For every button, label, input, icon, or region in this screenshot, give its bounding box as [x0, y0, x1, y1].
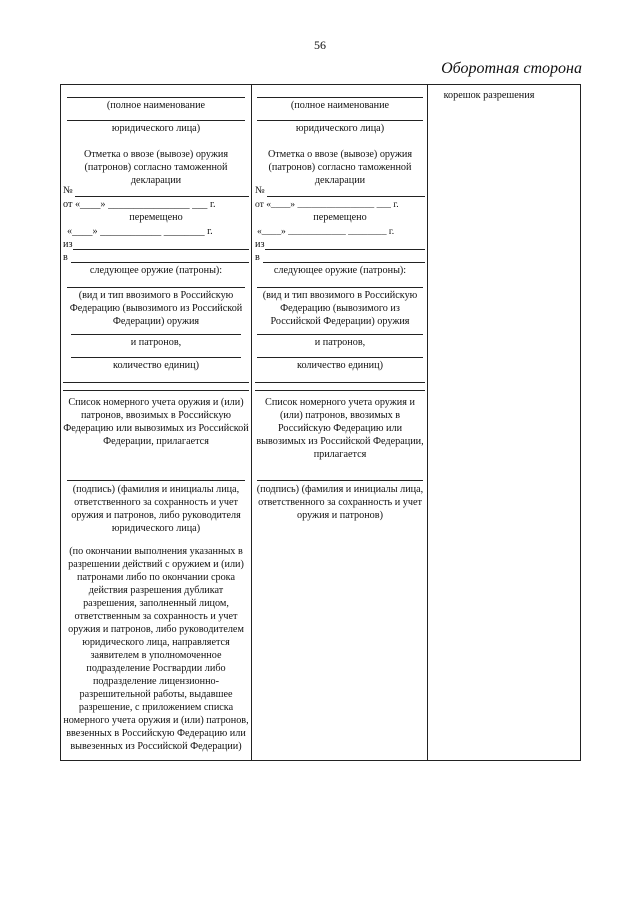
permit-form-table — [60, 84, 581, 761]
side-title: Оборотная сторона — [441, 60, 582, 77]
quantity-caption: количество единиц) — [297, 360, 383, 371]
column-divider — [427, 85, 428, 760]
legal-entity-caption: юридического лица) — [111, 123, 201, 134]
entry-line — [63, 390, 249, 391]
entry-line — [67, 97, 245, 98]
cartridges-caption: и патронов, — [314, 337, 366, 348]
entry-line — [267, 196, 425, 197]
entry-line — [67, 287, 245, 288]
to-field: в — [255, 252, 260, 263]
moved-caption: перемещено — [129, 212, 183, 223]
full-name-caption: (полное наименование — [290, 100, 390, 111]
stub-title: корешок разрешения — [443, 90, 535, 101]
moved-date-field: «____» ____________ ________ г. — [257, 226, 395, 237]
page-number: 56 — [314, 38, 326, 52]
entry-line — [255, 382, 425, 383]
entry-line — [75, 196, 249, 197]
from-field: из — [63, 239, 73, 250]
entry-line — [263, 262, 425, 263]
weapon-type-caption: (вид и тип ввозимого в Российскую Федерацию (вывозимого из Российской Федерации) оружия — [262, 290, 418, 327]
entry-line — [257, 357, 423, 358]
signature-caption: (подпись) (фамилия и инициалы лица, ответственного за сохранность и учет оружия и патронов) — [256, 484, 424, 521]
moved-caption: перемещено — [313, 212, 367, 223]
declaration-date-field: от «____» ________________ ___ г. — [255, 199, 399, 210]
entry-line — [71, 334, 241, 335]
entry-line — [257, 97, 423, 98]
following-weapons-caption: следующее оружие (патроны): — [89, 265, 223, 276]
entry-line — [71, 357, 241, 358]
full-name-caption: (полное наименование — [106, 100, 206, 111]
from-field: из — [255, 239, 265, 250]
customs-mark-heading: Отметка о ввозе (вывозе) оружия (патронов) согласно таможенной декларации — [83, 149, 229, 186]
customs-mark-heading: Отметка о ввозе (вывозе) оружия (патронов) согласно таможенной декларации — [267, 149, 413, 186]
entry-line — [257, 287, 423, 288]
signature-line — [67, 480, 245, 481]
entry-line — [265, 249, 425, 250]
column-divider — [580, 85, 581, 760]
entry-line — [67, 120, 245, 121]
entry-line — [71, 262, 249, 263]
return-instructions-note: (по окончании выполнения указанных в разрешении действий с оружием и (или) патронами либо по окончании срока действия разрешения дубликат разрешения, заполненный лицом, ответственным за сохранность и учет оружия и патронов, либо руководителем юридического лица, направляется заявителем в уполномоченное подразделение Росгвардии либо подразделение лицензионно-разрешительной работы, выдавшее разрешение, с приложением списка номерного учета оружия и (или) патронов, ввезенных в Российскую Федерацию или вывезенных из Российской Федерации) — [63, 546, 249, 752]
following-weapons-caption: следующее оружие (патроны): — [273, 265, 407, 276]
declaration-date-field: от «____» ________________ ___ г. — [63, 199, 216, 210]
weapon-type-caption: (вид и тип ввозимого в Российскую Федерацию (вывозимого из Российской Федерации) оружия — [69, 290, 243, 327]
moved-date-field: «____» ____________ ________ г. — [67, 226, 213, 237]
entry-line — [73, 249, 249, 250]
legal-entity-caption: юридического лица) — [295, 123, 385, 134]
signature-caption: (подпись) (фамилия и инициалы лица, ответственного за сохранность и учет оружия и патронов, либо руководителя юридического лица) — [71, 484, 241, 534]
signature-line — [257, 480, 423, 481]
cartridges-caption: и патронов, — [130, 337, 182, 348]
to-field: в — [63, 252, 68, 263]
column-divider — [251, 85, 252, 760]
entry-line — [63, 382, 249, 383]
numbered-list-note: Список номерного учета оружия и (или) патронов, ввозимых в Российскую Федерацию или вывозимых из Российской Федерации, прилагается — [63, 397, 249, 447]
quantity-caption: количество единиц) — [113, 360, 199, 371]
entry-line — [257, 334, 423, 335]
declaration-number-field: № — [255, 185, 265, 196]
entry-line — [255, 390, 425, 391]
declaration-number-field: № — [63, 185, 73, 196]
numbered-list-note: Список номерного учета оружия и (или) патронов, ввозимых в Российскую Федерацию или вывозимых из Российской Федерации, прилагается — [256, 397, 424, 460]
entry-line — [257, 120, 423, 121]
